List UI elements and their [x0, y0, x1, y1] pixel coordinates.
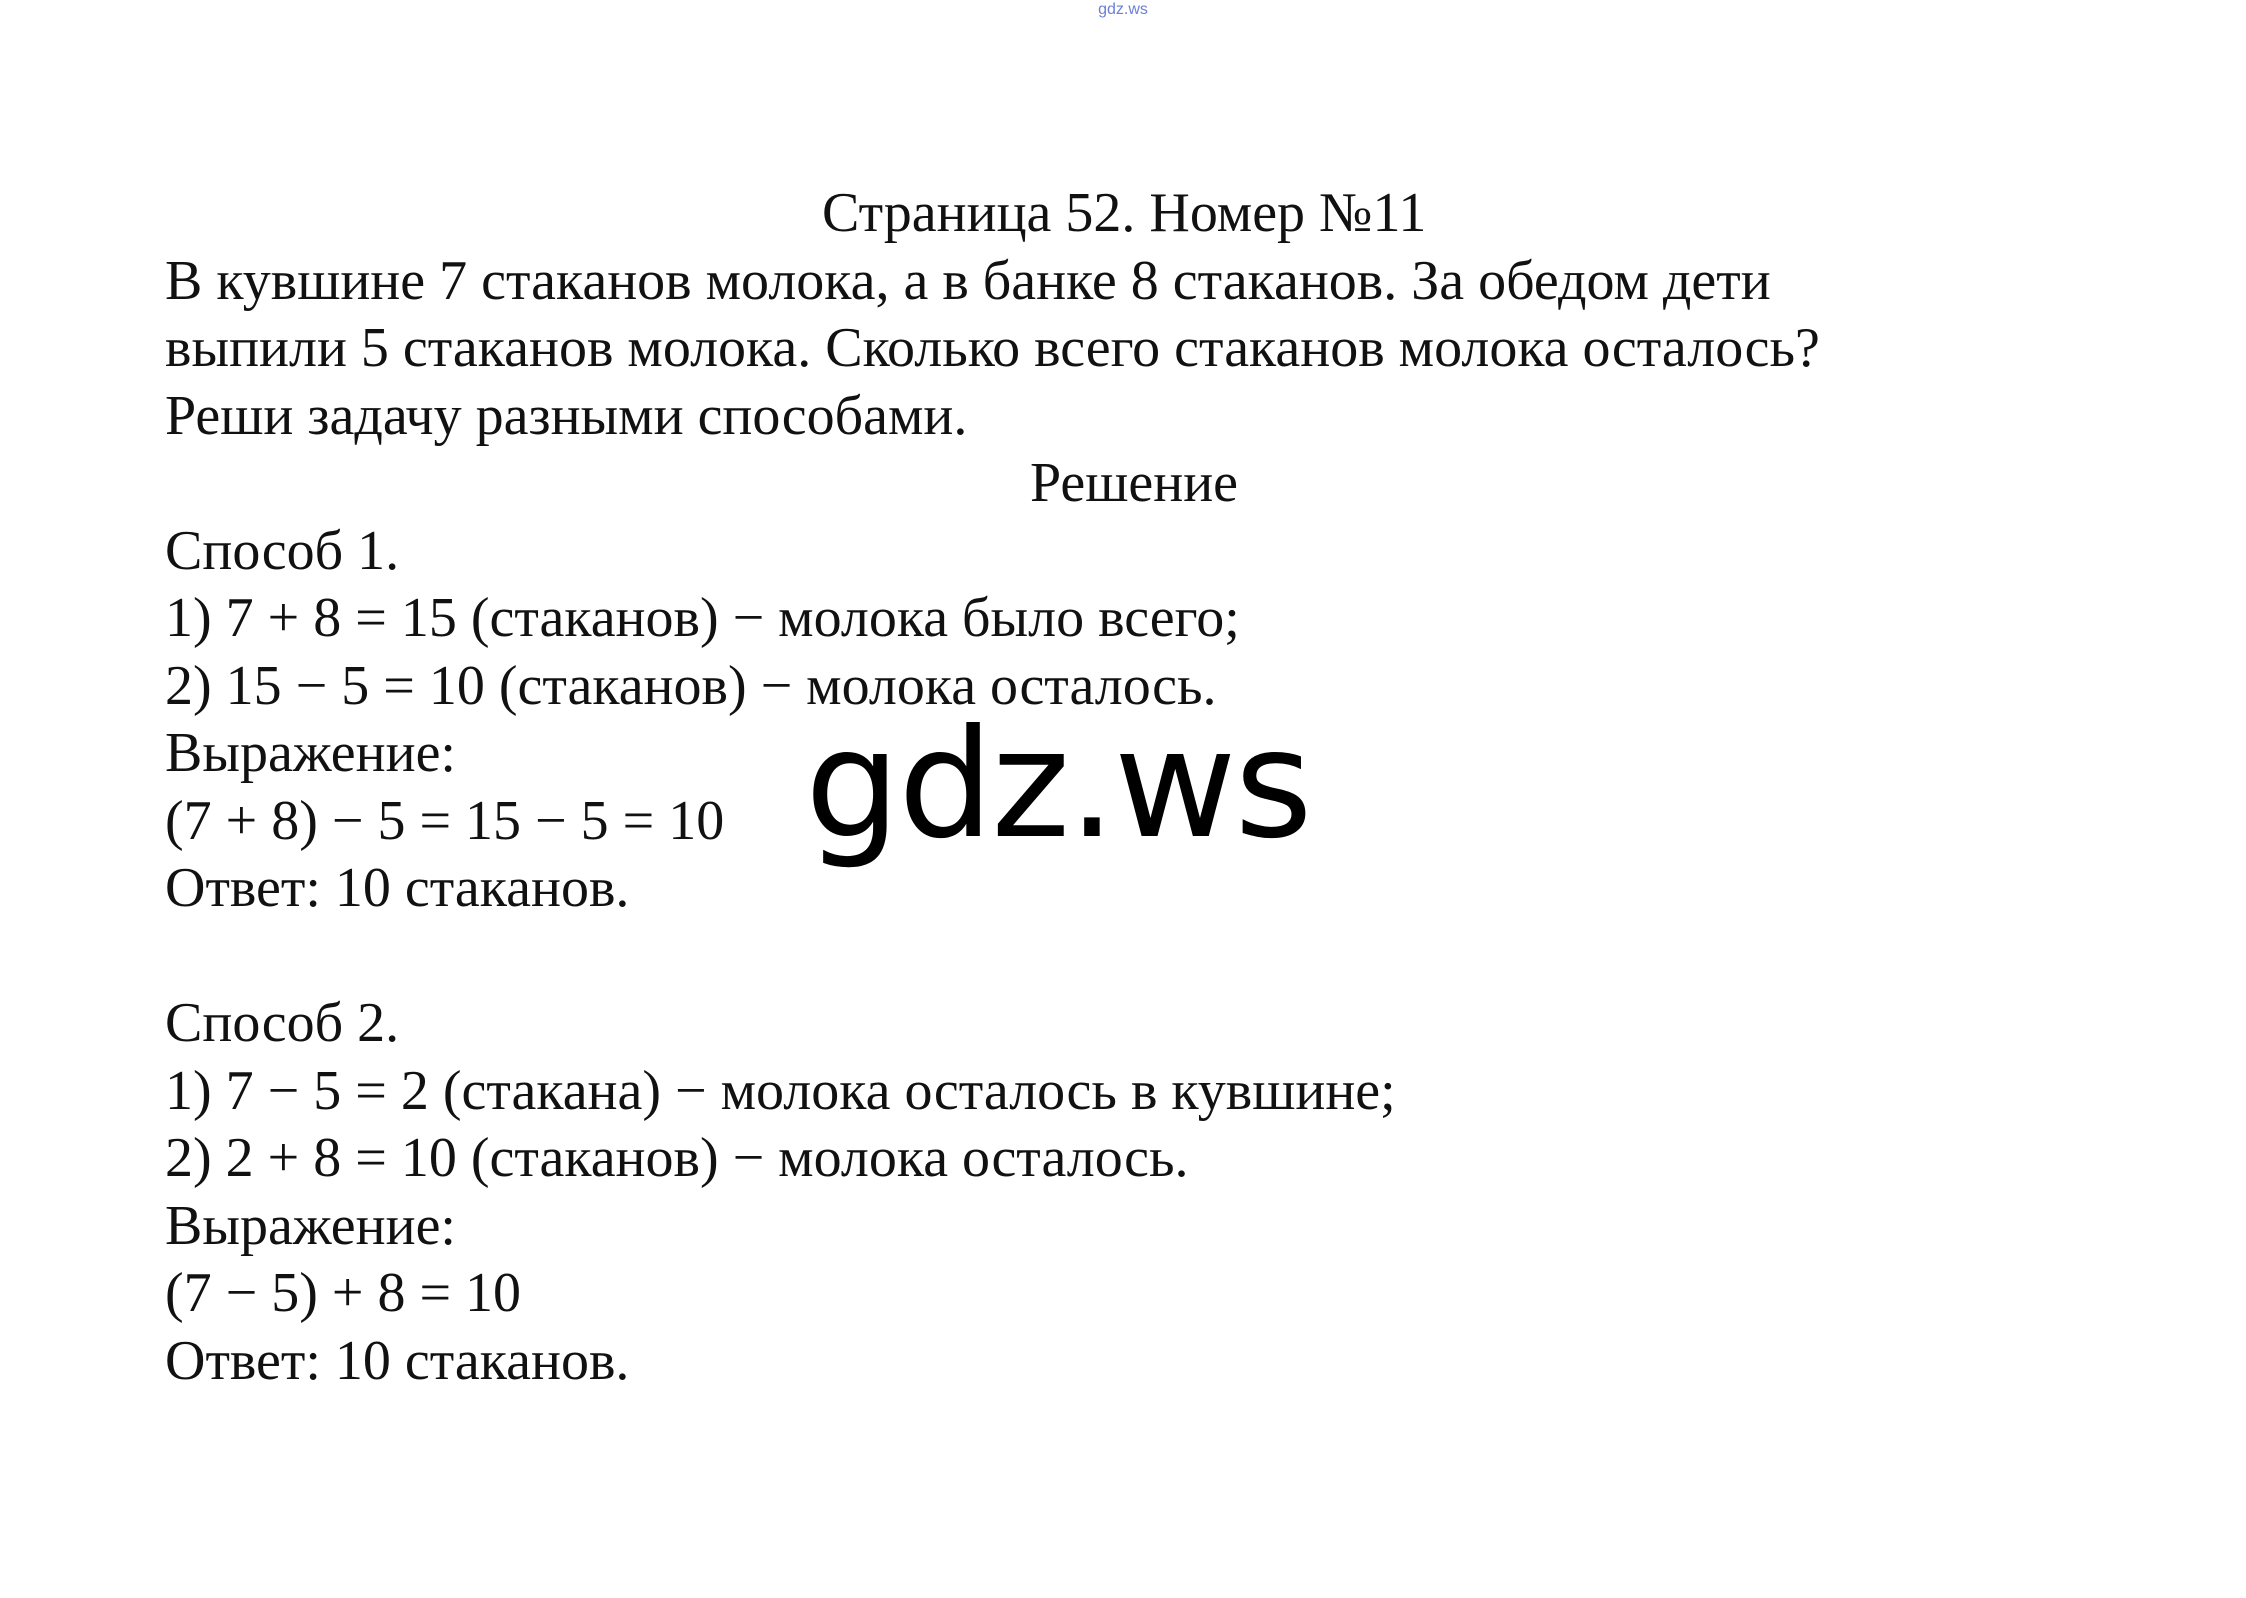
method2-step1: 1) 7 − 5 = 2 (стакана) − молока осталось в кувшине; [165, 1059, 1396, 1122]
top-watermark-text: gdz.ws [1098, 1, 1148, 18]
spacer [165, 923, 2065, 991]
method2-expression-label: Выражение: [165, 1194, 456, 1257]
method1-expression-label: Выражение: [165, 722, 456, 784]
method2-heading: Способ 2. [165, 992, 400, 1054]
method1-heading: Способ 1. [165, 519, 400, 582]
method1-expression: (7 + 8) − 5 = 15 − 5 = 10 [165, 789, 725, 852]
page-title: Страница 52. Номер №11 [822, 182, 1427, 244]
method1-step2: 2) 15 − 5 = 10 (стаканов) − молока осталось. [165, 654, 1217, 717]
method2-step2: 2) 2 + 8 = 10 (стаканов) − молока осталось. [165, 1127, 1189, 1189]
method1-step1: 1) 7 + 8 = 15 (стаканов) − молока было всего; [165, 587, 1240, 649]
watermark-logo: gdz.ws [805, 698, 1311, 872]
problem-line-3: Реши задачу разными способами. [165, 384, 968, 447]
method1-answer: Ответ: 10 стаканов. [165, 857, 630, 919]
problem-line-1: В кувшине 7 стаканов молока, а в банке 8 стаканов. За обедом дети [165, 249, 1771, 312]
method2-expression: (7 − 5) + 8 = 10 [165, 1262, 522, 1324]
solution-heading: Решение [1030, 452, 1239, 514]
problem-line-2: выпили 5 стаканов молока. Сколько всего стаканов молока осталось? [165, 317, 1820, 379]
method2-answer: Ответ: 10 стаканов. [165, 1329, 630, 1392]
